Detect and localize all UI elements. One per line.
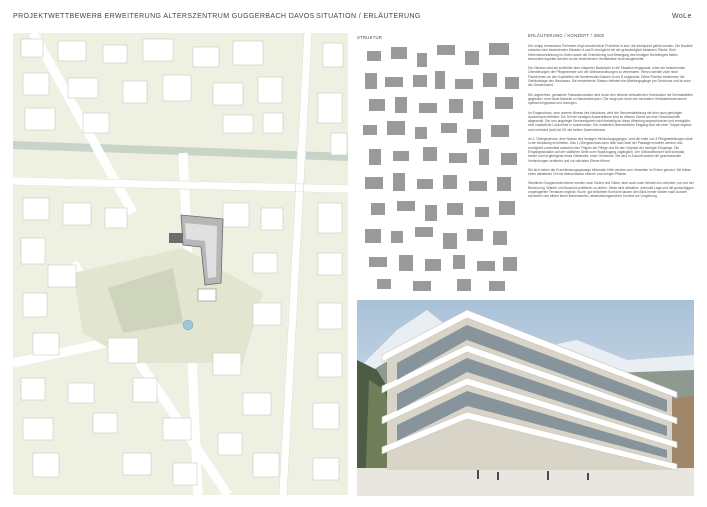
explanation-heading: ERLÄUTERUNG / KONZEPT / IDEE xyxy=(528,33,605,38)
explanation-paragraph: Im Erdgeschoss, dem unteren Niveau des Neubaues, wird die Seniorenabteilung mit dem dazu gehörigen Aussenraum definiert. Ein Teil der heutigen Aussenräume wird zu diesem Zweck als eine Geschosshülle abgesenkt. Der neu angelegte Seniorengarten wird dreiseitig an diese Abteilung angeschlossen und ermöglicht eine zusätzliche Lichtzufuhr in Aussenraum. Der zusätzlich übersichtliche Eingang wird mit einer Treppe ergänzt und verbindet (auf) mit OK die beiden Gartenniveaus. xyxy=(528,110,692,132)
explanation-paragraph: Im 1. Obergeschoss, dem Niveau des heutigen Verbindungsganges, wird die erste von 3 Pflegeabteilungen ideal in die einwandig errichteten. Das 1.Obergeschoss kann über das Dach der Passage erweitert werden und ermöglicht zumindest zwischen den Flügeln der Pflege und für den Vorplatz der heutigen Eingänge. Die Eingangssituation auf der südlichen Seite zum Hauptzugang zugänglich. Der Gebäudekörper wird kompakt, betont und ist genügend eines Gebäudes, einer Gemeinde. Sie wird in Zukunft sowohl die geschossenen Verbindungen verbindet und zur nächsten Ebene führen. xyxy=(528,137,693,163)
sheet-title: SITUATION / ERLÄUTERUNG xyxy=(316,13,421,20)
structure-label: STRUKTUR xyxy=(357,35,383,40)
explanation-paragraph: Der Neubau wird als schlichter aber eleganter Baukörper in die Situation eingepasst, einer der bestehenden Orientierungen der Pflegezimmer und der Wohnanordnungen zu verbessern. Hierzu werden zwei neue Flachformen an den Kopfseiten der bestehenden Bauten A und B aufgesetzt. Diese Flächen bestimmen die Gebäudelage des Neubaues. Die entstehende Distanz definiert die Abteilungsgänge pro Geschoss und ist auch der Geschossfuß. xyxy=(528,66,691,88)
explanation-paragraph: Sämtliche Gruppenwohnräume werden nach Süden und Osten, aber auch nach Westen hin orientiert, um von der Besonnung, Wärme und Aussicht profitieren zu dürfen. Diese sind attraktive, sinnvolle Lage und mit grosszügigen vorgelagerten Terrassen ergänzt. Kurze, gut belichtete Korridore lassen den Blick immer wieder nach Aussen schweifen und bilden einen interessanten, abwechslungsreichen Kontext zur Umgebung. xyxy=(528,181,694,199)
explanation-paragraph: Die angelehnte, gerasterte Fassadenstruktur wird durch den betonte umlaufenden Hochbalkon mit Schmalstellen gegliedert, eine diese Bauteile zu Bauwerkkörpern. Die sorgt sich durch die minimalen Gebäudedimensionen optimal eingepasst und homogen. xyxy=(528,92,693,106)
explanation-text xyxy=(528,33,694,295)
project-title: PROJEKTWETTBEWERB ERWEITERUNG ALTERSZENTRUM GUGGERBACH DAVOS xyxy=(13,13,315,20)
explanation-paragraph: Der knapp bemessene Perimeter birgt verschiedene Probleme in sich, die streitpunkt gelöst werden. Die Baulinie zwischen den bestehenden Häusern A und B ermöglicht mit der grösstmöglich bebauten Fläche. Eine Höhenbeschränkung im Osten sowie die Orientierung und Bewegung des heutigen Wohnflügels bieten besondere Aspekte werden an die bestehenden Verhältnisse nicht ausgerichtet. xyxy=(528,44,693,61)
explanation-paragraph: Die sich neben der Erschliessungspassage bildenden Höfe werden zum Verweilen im Freien genutzt. Sie bieten einen attraktiven Ort mit überschaubar ebenen und ruhigen Plätzen. xyxy=(528,167,692,177)
building-rendering xyxy=(357,300,694,496)
structure-plan xyxy=(357,33,523,295)
project-code: WoLe xyxy=(672,13,692,20)
site-plan xyxy=(13,33,348,495)
